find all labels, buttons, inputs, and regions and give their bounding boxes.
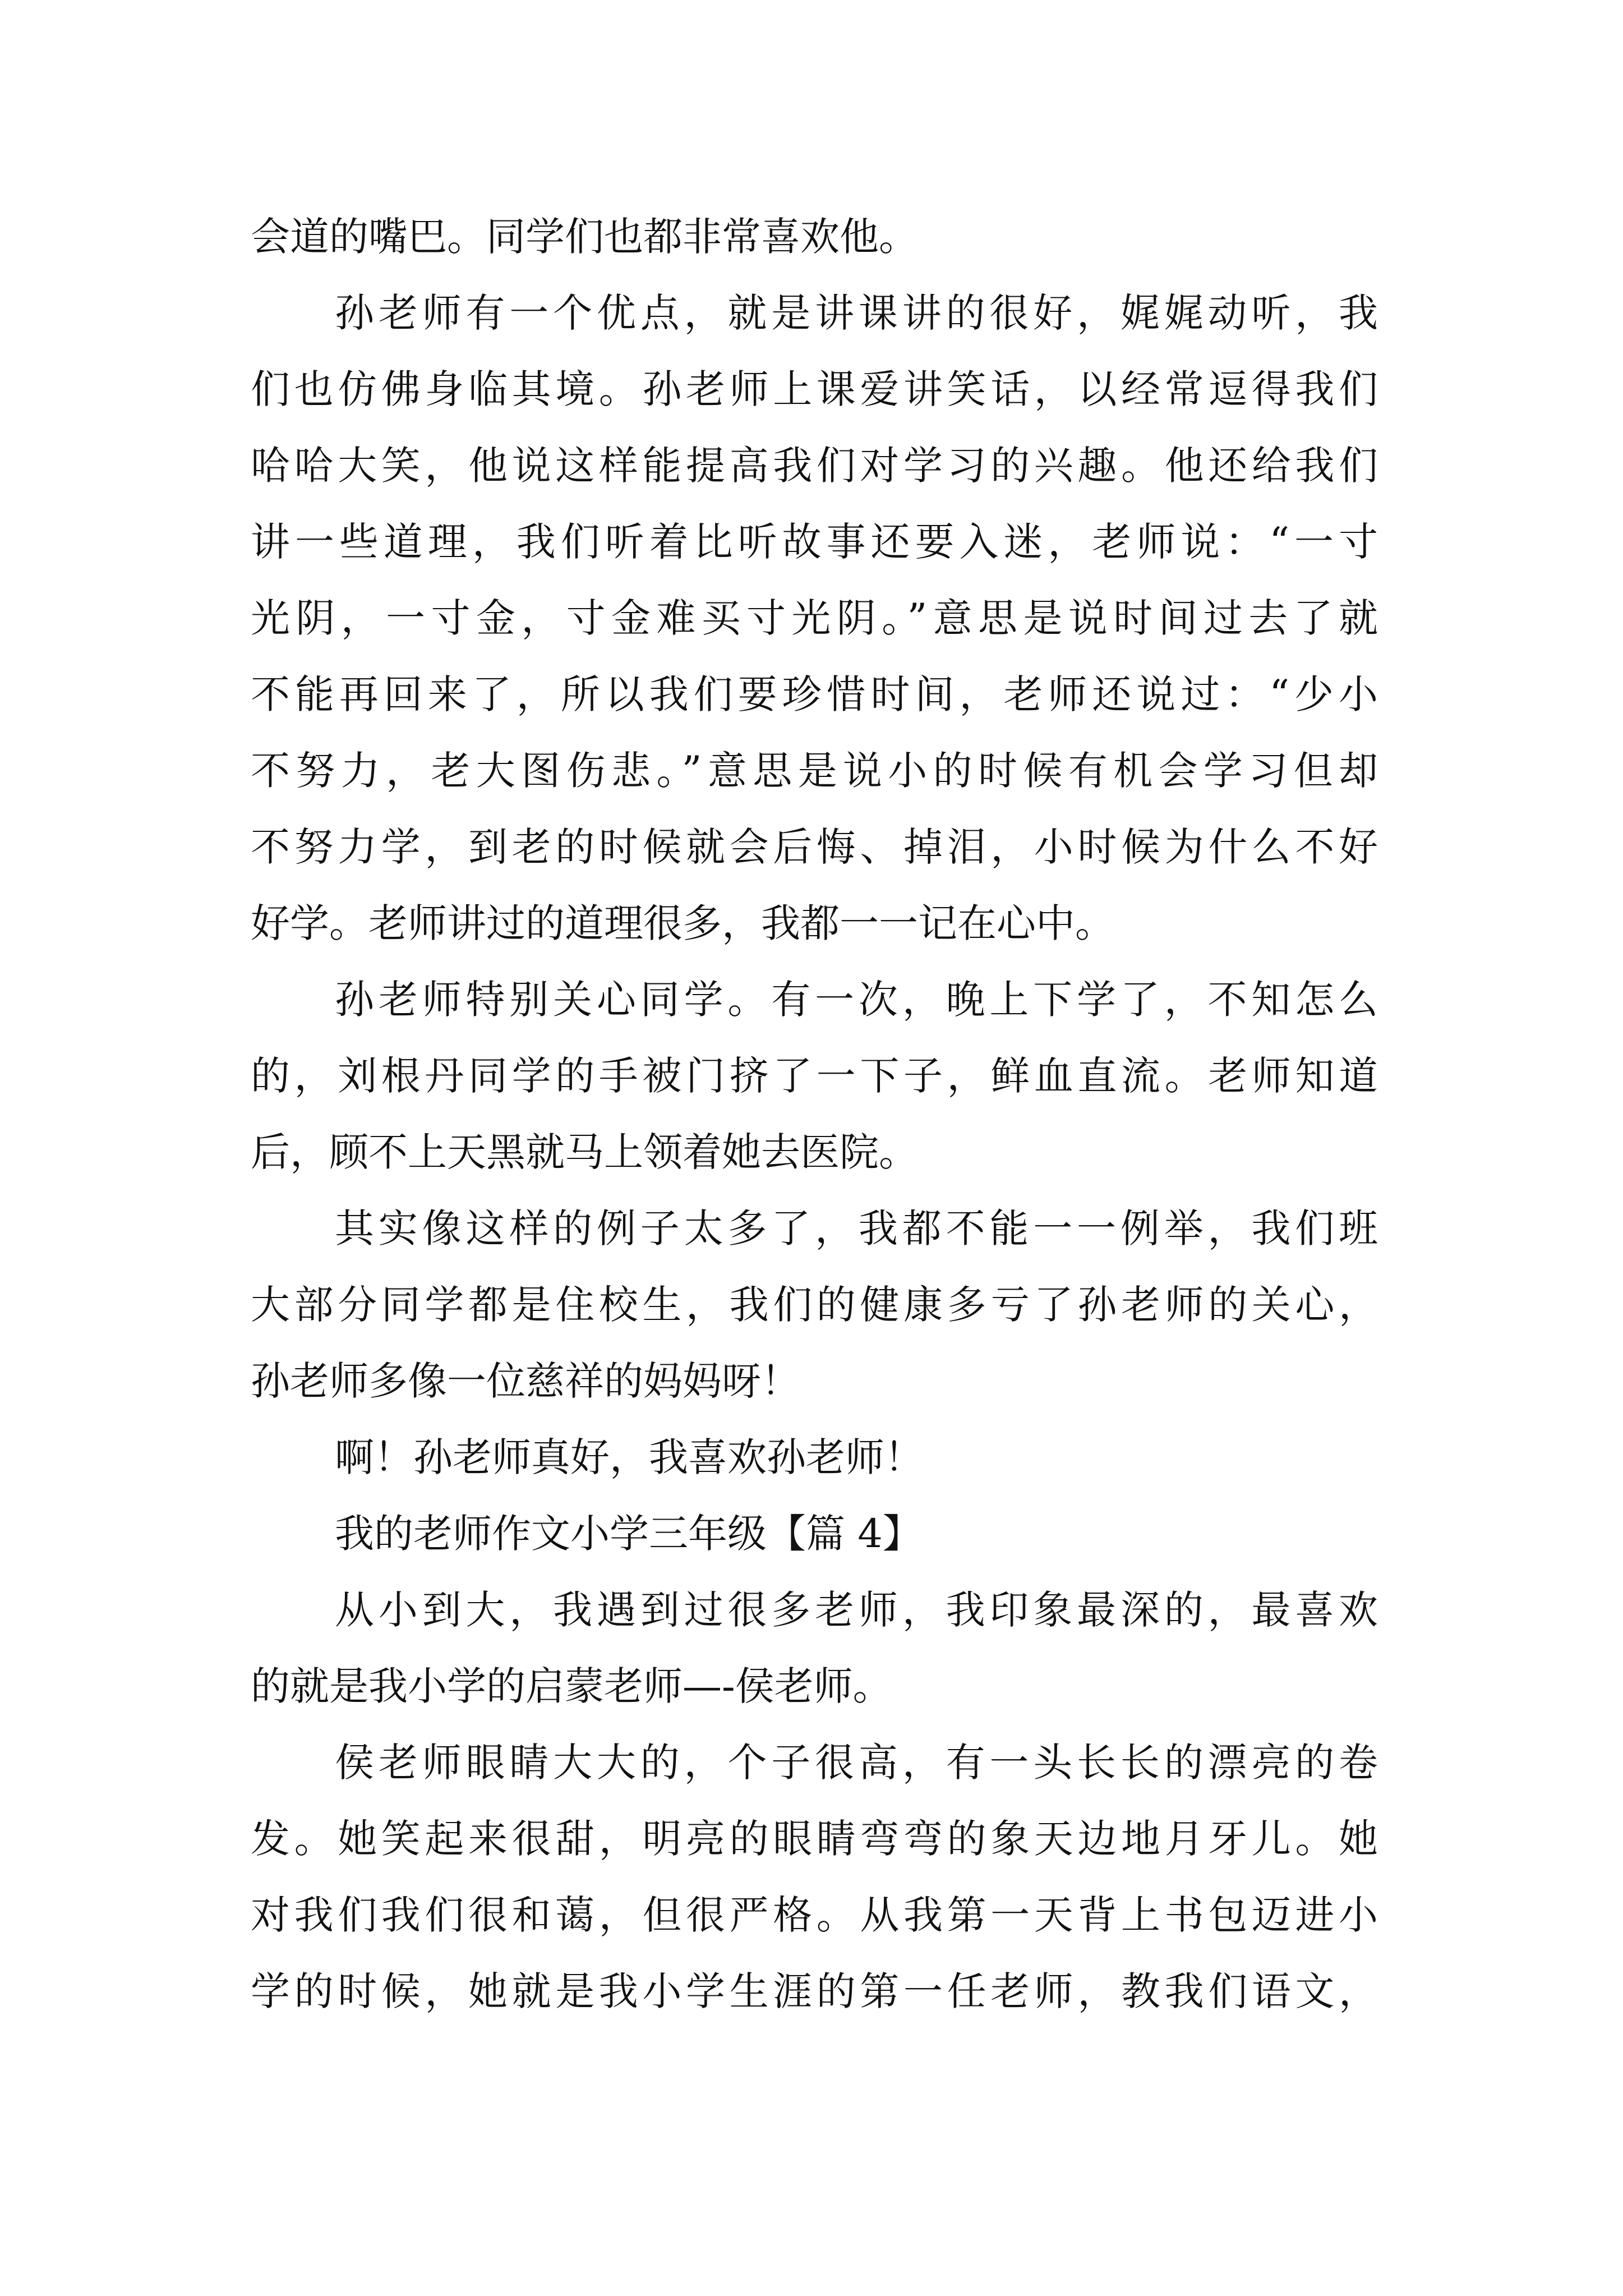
text-line: 的就是我小学的启蒙老师—-侯老师。 <box>251 1663 892 1709</box>
text-line: 的，刘根丹同学的手被门挤了一下子，鲜血直流。老师知道 <box>251 1053 1378 1099</box>
text-line: 侯老师眼睛大大的，个子很高，有一头长长的漂亮的卷 <box>335 1740 1378 1786</box>
text-line: 们也仿佛身临其境。孙老师上课爱讲笑话，以经常逗得我们 <box>251 366 1378 412</box>
text-line: 讲一些道理，我们听着比听故事还要入迷，老师说：“一寸 <box>251 519 1378 565</box>
text-line: 对我们我们很和蔼，但很严格。从我第一天背上书包迈进小 <box>251 1892 1378 1938</box>
text-line: 大部分同学都是住校生，我们的健康多亏了孙老师的关心， <box>251 1282 1378 1328</box>
text-line: 发。她笑起来很甜，明亮的眼睛弯弯的象天边地月牙儿。她 <box>251 1816 1378 1862</box>
text-line: 好学。老师讲过的道理很多，我都一一记在心中。 <box>251 900 1114 946</box>
text-line: 不努力学，到老的时候就会后悔、掉泪，小时候为什么不好 <box>251 824 1378 870</box>
text-line: 孙老师有一个优点，就是讲课讲的很好，娓娓动听，我 <box>335 290 1378 336</box>
section-heading: 我的老师作文小学三年级【篇 4】 <box>335 1511 922 1557</box>
text-line: 不能再回来了，所以我们要珍惜时间，老师还说过：“少小 <box>251 671 1378 717</box>
text-line: 不努力，老大图伤悲。”意思是说小的时候有机会学习但却 <box>251 748 1378 794</box>
text-line: 从小到大，我遇到过很多老师，我印象最深的，最喜欢 <box>335 1587 1378 1633</box>
text-line: 孙老师多像一位慈祥的妈妈呀！ <box>251 1358 800 1404</box>
text-line: 啊！孙老师真好，我喜欢孙老师！ <box>335 1434 924 1480</box>
text-line: 孙老师特别关心同学。有一次，晚上下学了，不知怎么 <box>335 977 1378 1023</box>
text-line: 光阴，一寸金，寸金难买寸光阴。”意思是说时间过去了就 <box>251 595 1378 641</box>
text-line: 其实像这样的例子太多了，我都不能一一例举，我们班 <box>335 1205 1378 1251</box>
text-line: 后，顾不上天黑就马上领着她去医院。 <box>251 1129 918 1175</box>
text-line: 会道的嘴巴。同学们也都非常喜欢他。 <box>251 214 918 260</box>
text-line: 学的时候，她就是我小学生涯的第一任老师，教我们语文， <box>251 1968 1378 2014</box>
text-line: 哈哈大笑，他说这样能提高我们对学习的兴趣。他还给我们 <box>251 443 1378 489</box>
